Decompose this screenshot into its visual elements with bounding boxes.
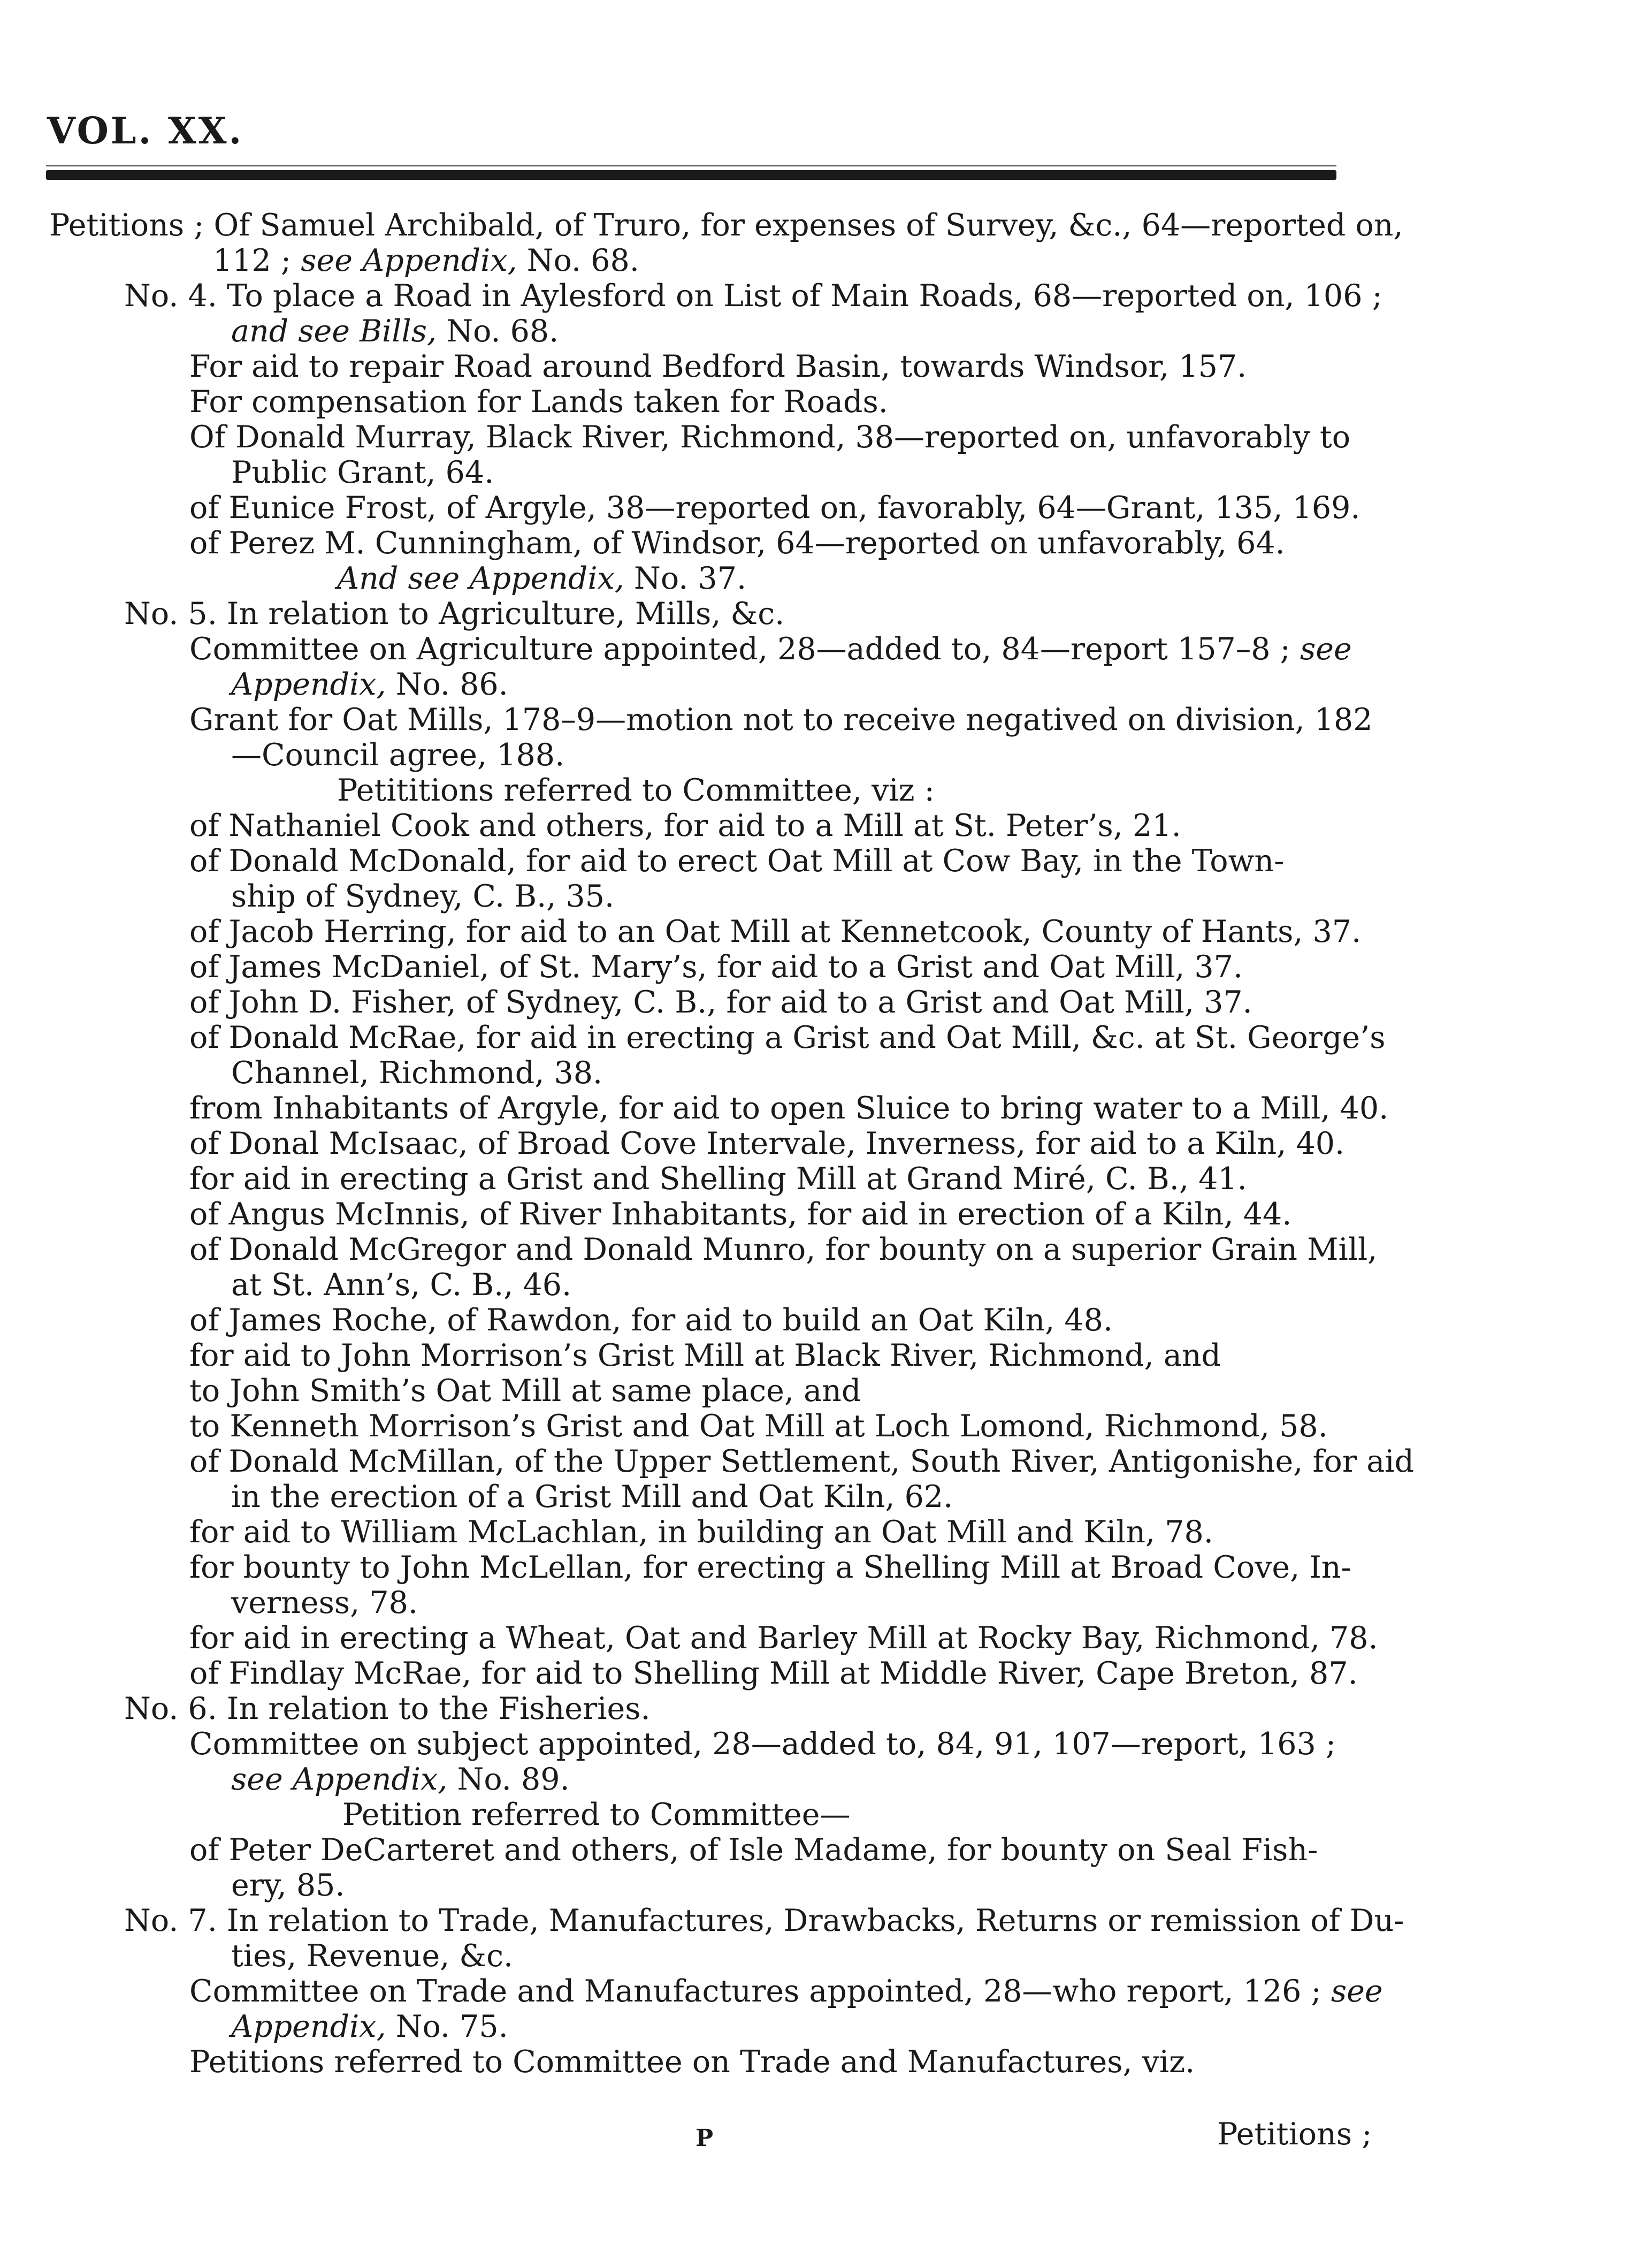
index-line [231,879,614,914]
line-text: No. 75. [386,2009,508,2044]
italic-reference: Appendix, [231,2009,386,2044]
index-line [189,384,888,420]
line-text: from Inhabitants of Argyle, for aid to open Sluice to bring water to a Mill, 40. [189,1091,1389,1126]
line-text: Grant for Oat Mills, 178–9—motion not to receive negatived on division, 182 [189,702,1373,737]
line-text: ship of Sydney, C. B., 35. [231,879,615,914]
line-text: of Peter DeCarteret and others, of Isle Madame, for bounty on Seal Fish- [189,1832,1318,1868]
catchword: Petitions ; [1217,2117,1372,2152]
line-text: to Kenneth Morrison’s Grist and Oat Mill at Loch Lomond, Richmond, 58. [189,1409,1328,1444]
index-line [189,1338,1221,1373]
line-text: Petititions referred to Committee, viz : [337,773,935,808]
line-text: No. 5. In relation to Agriculture, Mills, &c. [124,596,785,631]
italic-reference: see [1331,1974,1383,2009]
index-line [124,596,784,631]
line-text: No. 6. In relation to the Fisheries. [124,1691,651,1726]
line-text: of Donald McMillan, of the Upper Settlement, South River, Antigonishe, for aid [189,1444,1414,1479]
index-line [231,1055,602,1091]
italic-reference: see Appendix, [231,1762,448,1797]
index-line [189,1303,1113,1338]
italic-reference: Appendix, [231,667,386,702]
index-line [189,1656,1358,1691]
index-line [189,2044,1195,2080]
line-text: 112 ; [213,243,301,278]
line-text: of Nathaniel Cook and others, for aid to a Mill at St. Peter’s, 21. [189,808,1181,843]
line-text: of Donald McGregor and Donald Munro, for bounty on a superior Grain Mill, [189,1232,1378,1267]
line-text: for aid in erecting a Wheat, Oat and Barley Mill at Rocky Bay, Richmond, 78. [189,1620,1378,1656]
index-line [189,420,1350,455]
index-line [189,1620,1378,1656]
italic-reference: and see Bills, [231,314,437,349]
index-line [231,1479,953,1514]
italic-reference: And see Appendix, [337,561,624,596]
volume-header: VOL. XX. [47,110,244,153]
index-line [189,1974,1383,2009]
index-line [231,1938,513,1974]
index-line [124,278,1382,314]
index-line [189,808,1181,843]
index-line [124,1903,1404,1938]
index-line [189,1373,861,1409]
index-line [337,561,746,596]
index-line [189,843,1284,879]
line-text: No. 68. [517,243,639,278]
italic-reference: see [1300,631,1352,667]
index-line [189,349,1247,384]
line-text: No. 7. In relation to Trade, Manufactures, Drawbacks, Returns or remission of Du- [124,1903,1404,1938]
index-line [189,949,1243,985]
index-line [231,2009,508,2044]
line-text: for bounty to John McLellan, for erecting a Shelling Mill at Broad Cove, In- [189,1550,1351,1585]
index-line [189,1020,1386,1055]
line-text: in the erection of a Grist Mill and Oat Kiln, 62. [231,1479,953,1514]
index-line [189,526,1285,561]
line-text: verness, 78. [231,1585,418,1620]
index-line [189,1091,1388,1126]
index-line [189,985,1252,1020]
index-line [189,1232,1377,1267]
line-text: Channel, Richmond, 38. [231,1055,603,1091]
line-text: to John Smith’s Oat Mill at same place, and [189,1373,861,1409]
line-text: of Donald McDonald, for aid to erect Oat Mill at Cow Bay, in the Town- [189,843,1285,879]
line-text: for aid to William McLachlan, in building an Oat Mill and Kiln, 78. [189,1514,1213,1550]
index-line [189,631,1352,667]
line-text: of Angus McInnis, of River Inhabitants, for aid in erection of a Kiln, 44. [189,1197,1292,1232]
index-line [189,702,1373,737]
line-text: No. 89. [447,1762,570,1797]
line-text: ery, 85. [231,1868,345,1903]
line-text: of James McDaniel, of St. Mary’s, for aid to a Grist and Oat Mill, 37. [189,949,1243,985]
line-text: for aid to John Morrison’s Grist Mill at Black River, Richmond, and [189,1338,1221,1373]
line-text: of John D. Fisher, of Sydney, C. B., for aid to a Grist and Oat Mill, 37. [189,985,1252,1020]
line-text: For aid to repair Road around Bedford Basin, towards Windsor, 157. [189,349,1247,384]
index-line [231,314,559,349]
line-text: Petitions referred to Committee on Trade and Manufactures, viz. [189,2044,1195,2080]
index-line [189,1726,1336,1762]
line-text: No. 68. [437,314,559,349]
line-text: of James Roche, of Rawdon, for aid to build an Oat Kiln, 48. [189,1303,1113,1338]
line-text: of Donal McIsaac, of Broad Cove Intervale, Inverness, for aid to a Kiln, 40. [189,1126,1345,1161]
line-text: of Donald McRae, for aid in erecting a Grist and Oat Mill, &c. at St. George’s [189,1020,1386,1055]
index-line [231,1267,571,1303]
index-line [189,1832,1318,1868]
index-line [49,208,1403,243]
line-text: Of Donald Murray, Black River, Richmond, 38—reported on, unfavorably to [189,420,1351,455]
line-text: No. 4. To place a Road in Aylesford on List of Main Roads, 68—reported on, 106 ; [124,278,1382,314]
line-text: of Eunice Frost, of Argyle, 38—reported on, favorably, 64—Grant, 135, 169. [189,490,1361,526]
italic-reference: see Appendix, [301,243,517,278]
line-text: ties, Revenue, &c. [231,1938,514,1974]
signature-mark: P [695,2125,714,2152]
line-text: at St. Ann’s, C. B., 46. [231,1267,572,1303]
index-line [189,1197,1291,1232]
index-line [213,243,639,278]
index-line [231,667,508,702]
index-line [189,490,1361,526]
line-text: Committee on Trade and Manufactures appointed, 28—who report, 126 ; [189,1974,1331,2009]
index-line [231,737,564,773]
line-text: No. 86. [386,667,508,702]
index-line [189,1550,1351,1585]
line-text: Petitions ; Of Samuel Archibald, of Truro, for expenses of Survey, &c., 64—reported on, [49,208,1403,243]
index-line [337,773,935,808]
line-text: for aid in erecting a Grist and Shelling Mill at Grand Miré, C. B., 41. [189,1161,1247,1197]
index-line [124,1691,651,1726]
index-line [231,455,494,490]
header-rule [46,170,1336,180]
line-text: No. 37. [624,561,747,596]
line-text: of Findlay McRae, for aid to Shelling Mill at Middle River, Cape Breton, 87. [189,1656,1358,1691]
index-line [189,1444,1414,1479]
line-text: of Perez M. Cunningham, of Windsor, 64—reported on unfavorably, 64. [189,526,1285,561]
index-line [231,1868,345,1903]
line-text: Committee on subject appointed, 28—added to, 84, 91, 107—report, 163 ; [189,1726,1336,1762]
index-line [189,1126,1344,1161]
line-text: —Council agree, 188. [231,737,565,773]
line-text: Petition referred to Committee— [342,1797,851,1832]
line-text: of Jacob Herring, for aid to an Oat Mill at Kennetcook, County of Hants, 37. [189,914,1362,949]
index-line [342,1797,850,1832]
index-line [189,1161,1247,1197]
index-line [189,1514,1213,1550]
line-text: Committee on Agriculture appointed, 28—added to, 84—report 157–8 ; [189,631,1300,667]
line-text: For compensation for Lands taken for Roads. [189,384,888,420]
index-line [189,1409,1328,1444]
index-line [231,1762,570,1797]
line-text: Public Grant, 64. [231,455,494,490]
header-rule-thin [46,165,1336,166]
index-line [189,914,1361,949]
index-line [231,1585,418,1620]
